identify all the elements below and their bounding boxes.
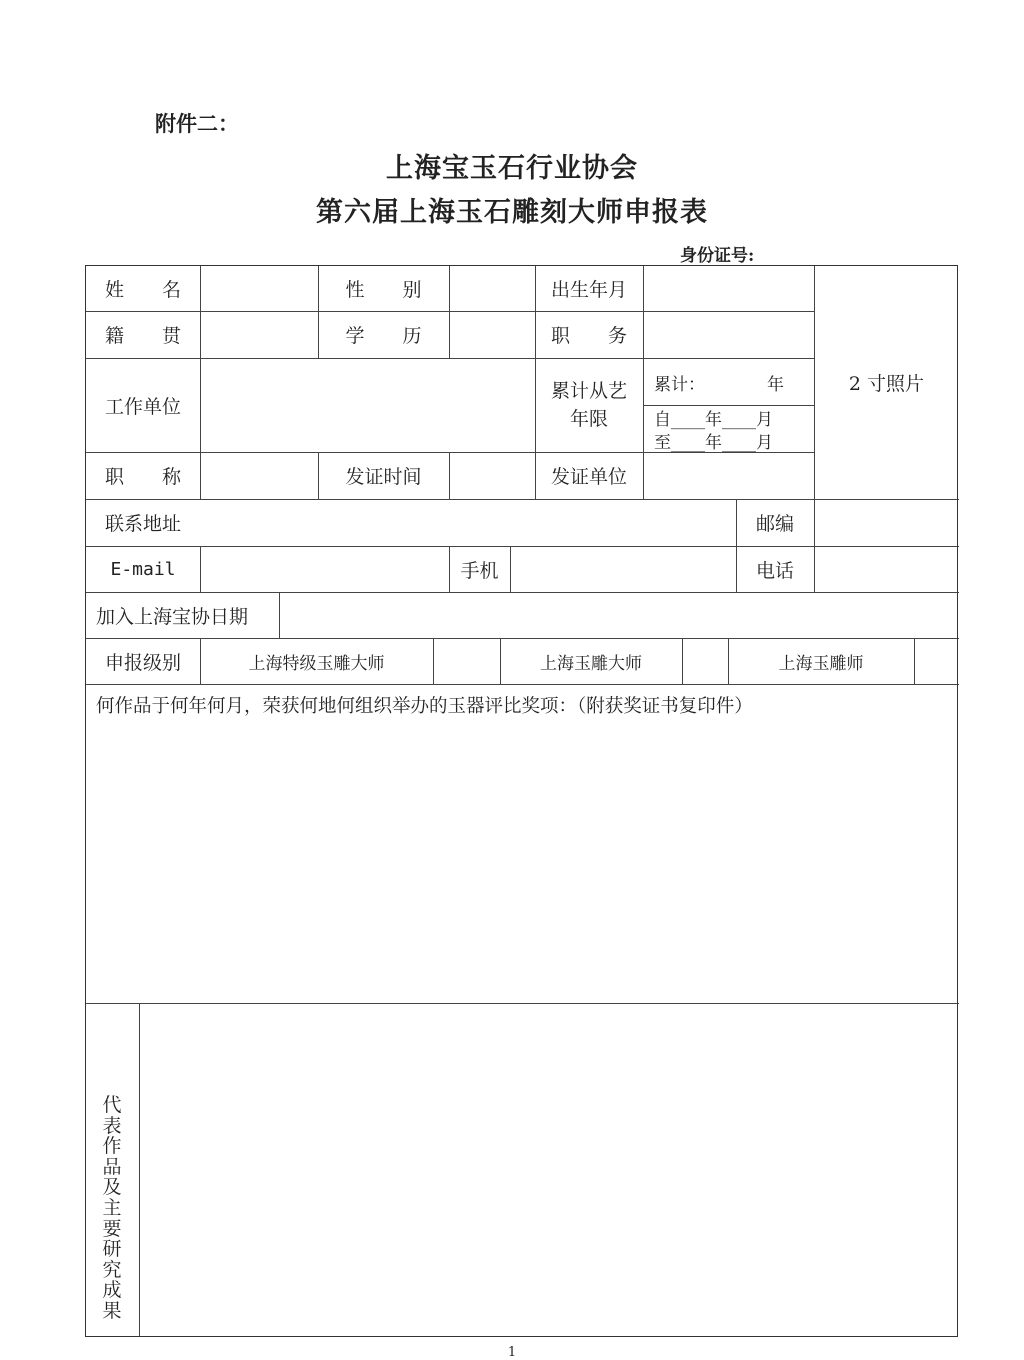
title-label: 职 称 — [104, 466, 181, 488]
photo-box[interactable] — [814, 266, 959, 499]
title-field[interactable] — [200, 452, 318, 499]
join-date-label: 加入上海宝协日期 — [96, 605, 249, 628]
level-option-master: 上海玉雕大师 — [540, 653, 642, 674]
years-label — [535, 358, 643, 452]
years-label-line2: 年限 — [569, 408, 608, 430]
page-number: 1 — [507, 1345, 517, 1360]
postcode-label: 邮编 — [755, 513, 794, 535]
level-label: 申报级别 — [104, 651, 181, 674]
address-field[interactable] — [200, 499, 736, 546]
application-form-table — [85, 265, 958, 1337]
mobile-field[interactable] — [510, 546, 736, 592]
issue-unit-label: 发证单位 — [550, 466, 627, 488]
from-date-field[interactable]: 自____年____月 — [654, 409, 773, 430]
birth-field[interactable] — [643, 266, 814, 311]
native-place-label: 籍 贯 — [104, 325, 181, 347]
name-label: 姓 名 — [104, 279, 181, 301]
work-unit-field[interactable] — [200, 358, 535, 452]
works-field[interactable] — [139, 1003, 959, 1336]
issue-unit-field[interactable] — [643, 452, 814, 499]
years-label-line1: 累计从艺 — [550, 380, 627, 402]
join-date-field[interactable] — [279, 592, 959, 638]
work-unit-label: 工作单位 — [104, 395, 181, 418]
total-years-field[interactable] — [643, 358, 814, 405]
native-place-field[interactable] — [200, 311, 318, 358]
level-option-craftsman: 上海玉雕师 — [778, 653, 864, 674]
mobile-label: 手机 — [460, 559, 499, 582]
issue-time-field[interactable] — [449, 452, 535, 499]
postcode-field[interactable] — [814, 499, 959, 546]
level-checkbox-master[interactable] — [682, 638, 728, 684]
gender-label: 性 别 — [345, 279, 422, 301]
awards-section[interactable] — [86, 684, 959, 1003]
education-label: 学 历 — [345, 325, 422, 347]
position-field[interactable] — [643, 311, 814, 358]
education-field[interactable] — [449, 311, 535, 358]
id-number-label: 身份证号: — [680, 246, 755, 266]
attachment-label: 附件二： — [155, 111, 239, 136]
address-label: 联系地址 — [104, 513, 181, 535]
to-date-field[interactable]: 至____年____月 — [654, 432, 773, 453]
works-label: 代表作品及主要研究成果 — [102, 1094, 122, 1322]
form-title: 第六届上海玉石雕刻大师申报表 — [316, 197, 708, 228]
level-option-special-master: 上海特级玉雕大师 — [248, 653, 385, 674]
phone-field[interactable] — [814, 546, 959, 592]
position-label: 职 务 — [550, 325, 627, 347]
level-checkbox-craftsman[interactable] — [914, 638, 959, 684]
issue-time-label: 发证时间 — [345, 466, 422, 488]
gender-field[interactable] — [449, 266, 535, 311]
form-title-organization: 上海宝玉石行业协会 — [386, 153, 638, 184]
total-label: 累计： — [654, 375, 705, 395]
total-year-unit: 年 — [767, 375, 784, 395]
awards-label: 何作品于何年何月，荣获何地何组织举办的玉器评比奖项：（附获奖证书复印件） — [96, 696, 753, 717]
photo-label: 2 寸照片 — [848, 373, 925, 395]
phone-label: 电话 — [755, 559, 794, 582]
email-field[interactable] — [200, 546, 449, 592]
works-label-cell — [86, 1003, 139, 1336]
name-field[interactable] — [200, 266, 318, 311]
birth-label: 出生年月 — [550, 279, 627, 301]
level-checkbox-special-master[interactable] — [433, 638, 500, 684]
email-label: E-mail — [110, 558, 176, 580]
